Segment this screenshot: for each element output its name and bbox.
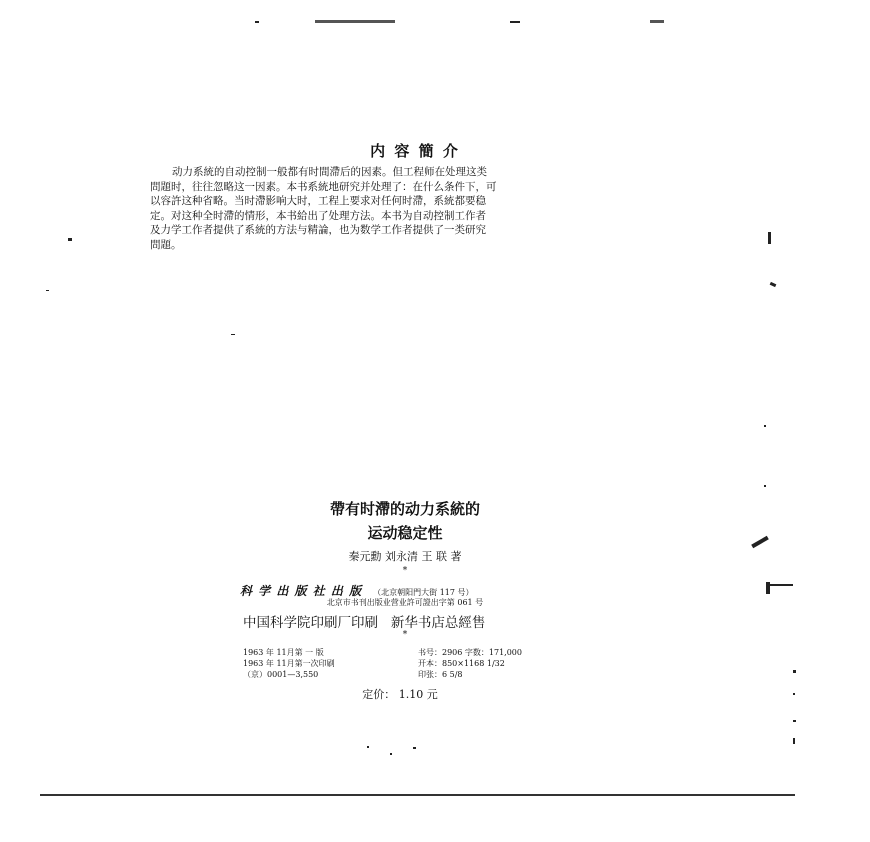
abstract-line: 及力学工作者提供了系統的方法与精論，也为数学工作者提供了一类研究: [150, 224, 486, 236]
abstract-line: 以容許这种省略。当时滯影响大时，工程上要求对任何时滯，系統都要稳: [150, 195, 486, 207]
price: 定价： 1.10 元: [362, 688, 438, 701]
separator-star-2: *: [402, 630, 408, 640]
detail-item: 开本：850×1168 1/32: [418, 659, 505, 668]
detail-item: 印张：6 5/8: [418, 670, 463, 679]
abstract-line: 問題。: [150, 238, 182, 251]
book-title-line2: 运动稳定性: [367, 524, 443, 542]
abstract-line: 定。对这种全时滯的情形，本书給出了处理方法。本书为自动控制工作者: [150, 209, 486, 222]
detail-item: 1963 年 11月第 一 版: [243, 648, 324, 657]
detail-item: 1963 年 11月第一次印刷: [243, 659, 335, 668]
publisher-address: （北京朝阳門大街 117 号）: [373, 588, 474, 597]
abstract-line: 动力系統的自动控制一般都有时間滯后的因素。但工程师在处理这类: [172, 166, 487, 178]
publisher: 科 学 出 版 社 出 版: [240, 584, 363, 598]
page-bottom-rule: [40, 794, 795, 796]
book-title-line1: 帶有时滯的动力系統的: [329, 500, 480, 518]
license-line: 北京市书刊出版业营业許可證出字第 061 号: [326, 598, 484, 607]
printer-distributor: 中国科学院印刷厂印刷 新华书店总經售: [243, 615, 486, 631]
authors: 秦元勳 刘永清 王 联 著: [348, 550, 462, 563]
separator-star-1: *: [402, 566, 408, 576]
abstract-line: 問題时，往往忽略这一因素。本书系統地研究并处理了：在什么条件下，可: [150, 180, 497, 193]
abstract-title: 内 容 簡 介: [370, 142, 460, 160]
detail-item: （京）0001—3,550: [243, 670, 319, 679]
detail-item: 书号：2906 字数：171,000: [418, 648, 522, 657]
